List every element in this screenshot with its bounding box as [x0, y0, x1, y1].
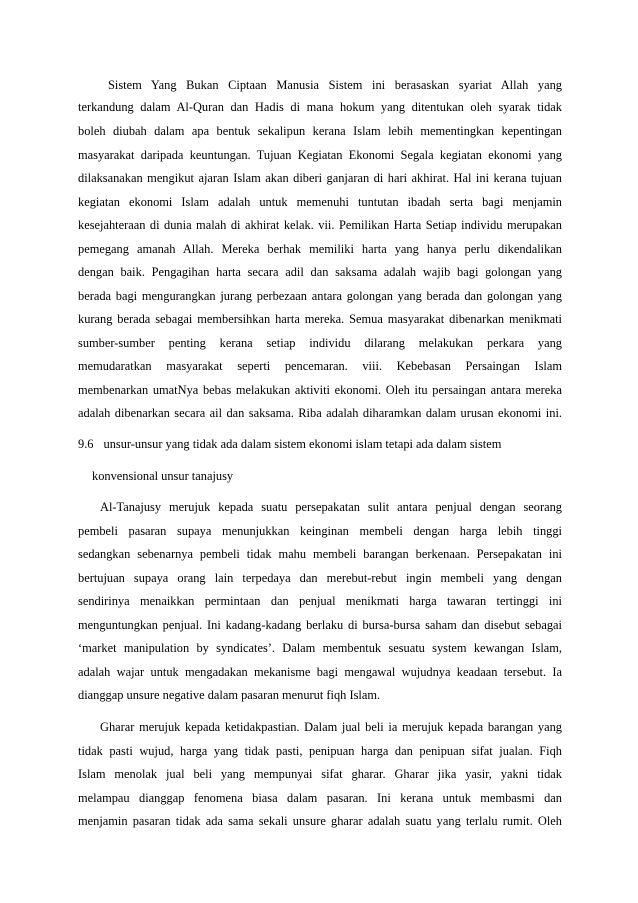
paragraph-line: boleh diubah dalam apa bentuk sekalipun kerana Islam lebih mementingkan kepentingan — [78, 124, 562, 138]
paragraph-line: melampau dianggap fenomena biasa dalam pasaran. Ini kerana untuk membasmi dan — [78, 791, 562, 805]
paragraph-line: terkandung dalam Al-Quran dan Hadis di mana hokum yang ditentukan oleh syarak tidak — [78, 100, 562, 114]
paragraph-line: kurang berada sebagai membersihkan harta mereka. Semua masyarakat dibenarkan menikmati — [78, 312, 562, 326]
section-title: unsur-unsur yang tidak ada dalam sistem ekonomi islam tetapi ada dalam sistem — [103, 437, 502, 451]
paragraph-line: kegiatan ekonomi Islam adalah untuk memenuhi tuntutan ibadah serta bagi menjamin — [78, 195, 562, 209]
paragraph-line: memudaratkan masyarakat seperti pencemaran. viii. Kebebasan Persaingan Islam — [78, 359, 562, 373]
paragraph-line: tidak pasti wujud, harga yang tidak pasti, penipuan harga dan penipuan sifat jualan. Fiqh — [78, 744, 562, 758]
paragraph-line: Islam menolak jual beli yang mempunyai sifat gharar. Gharar jika yasir, yakni tidak — [78, 767, 562, 781]
section-subheading: konvensional unsur tanajusy — [92, 469, 234, 483]
paragraph-line: dilaksanakan mengikut ajaran Islam akan diberi ganjaran di hari akhirat. Hal ini kerana tujuan — [78, 171, 562, 185]
paragraph-line: menjamin pasaran tidak ada sama sekali unsure gharar adalah suatu yang terlalu rumit. Oleh — [78, 814, 562, 828]
paragraph-line: dengan baik. Pengagihan harta secara adil dan saksama adalah wajib bagi golongan yang — [78, 265, 562, 279]
paragraph-line: Al-Tanajusy merujuk kepada suatu persepakatan sulit antara penjual dengan seorang — [100, 500, 562, 514]
section-number: 9.6 — [78, 437, 94, 451]
paragraph-line: adalah dibenarkan secara ail dan saksama. Riba adalah diharamkan dalam urusan ekonomi ini. — [78, 406, 562, 420]
paragraph-line: adalah wajar untuk mengadakan mekanisme bagi mengawal wujudnya keadaan tersebut. Ia — [78, 665, 562, 679]
paragraph-line: pembeli pasaran supaya menunjukkan keinginan membeli dengan harga lebih tinggi — [78, 524, 562, 538]
paragraph-line: berada bagi mengurangkan jurang perbezaan antara golongan yang berada dan golongan yang — [78, 289, 562, 303]
paragraph-line: bertujuan supaya orang lain terpedaya dan merebut-rebut ingin membeli yang dengan — [78, 571, 562, 585]
paragraph-line: kesejahteraan di dunia malah di akhirat kelak. vii. Pemilikan Harta Setiap individu merupakan — [78, 218, 562, 232]
paragraph-line: Gharar merujuk kepada ketidakpastian. Dalam jual beli ia merujuk kepada barangan yang — [100, 720, 562, 734]
paragraph-line: pemegang amanah Allah. Mereka berhak memiliki harta yang hanya perlu dikendalikan — [78, 242, 562, 256]
paragraph-line: menguntungkan penjual. Ini kadang-kadang berlaku di bursa-bursa saham dan disebut sebagai — [78, 618, 562, 632]
paragraph-line: sumber-sumber penting kerana setiap individu dilarang melakukan perkara yang — [78, 336, 562, 350]
paragraph-line: masyarakat daripada keuntungan. Tujuan Kegiatan Ekonomi Segala kegiatan ekonomi yang — [78, 148, 562, 162]
paragraph-line: membenarkan umatNya bebas melakukan aktiviti ekonomi. Oleh itu persaingan antara mereka — [78, 383, 562, 397]
paragraph-line: sendirinya menaikkan permintaan dan penjual menikmati harga tawaran tertinggi ini — [78, 594, 562, 608]
paragraph-line: dianggap unsure negative dalam pasaran menurut fiqh Islam. — [78, 688, 381, 702]
paragraph-line: Sistem Yang Bukan Ciptaan Manusia Sistem ini berasaskan syariat Allah yang — [108, 78, 562, 92]
section-heading — [78, 436, 562, 452]
paragraph-line: ‘market manipulation by syndicates’. Dalam membentuk sesuatu system kewangan Islam, — [78, 641, 562, 655]
paragraph-line: sedangkan sebenarnya pembeli tidak mahu membeli barangan berkenaan. Persepakatan ini — [78, 547, 562, 561]
